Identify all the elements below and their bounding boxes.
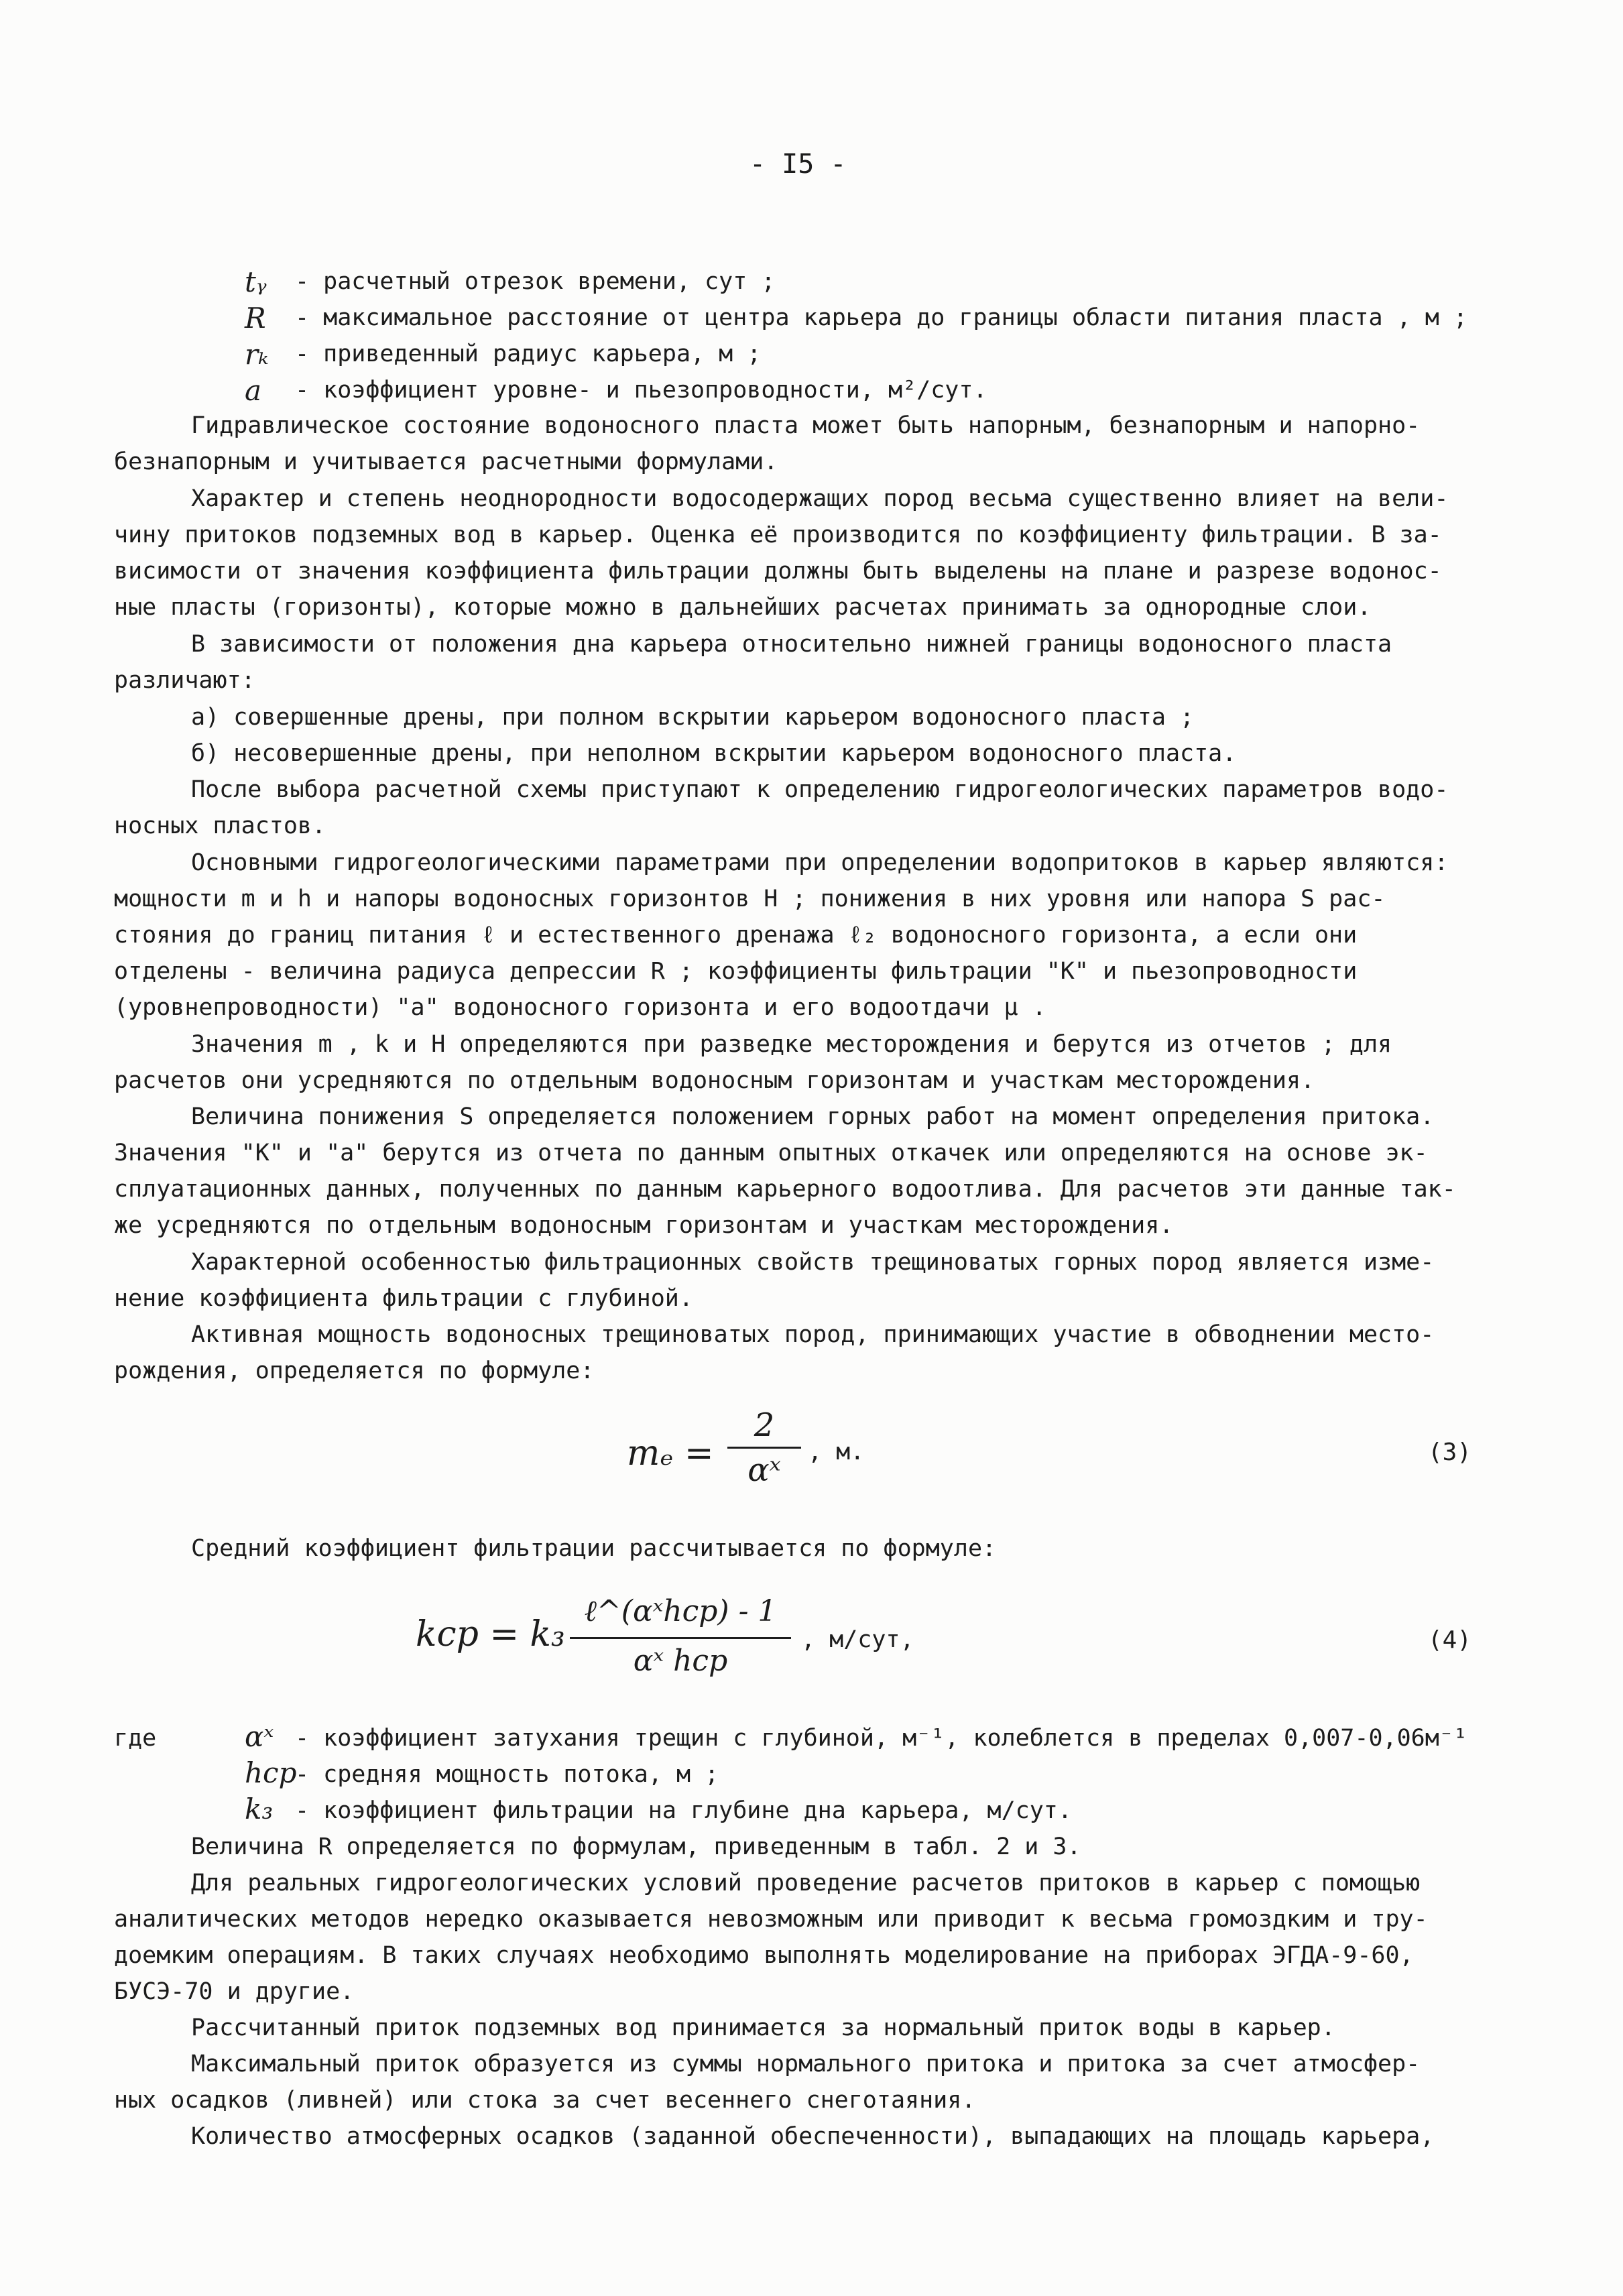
text-line: а) совершенные дрены, при полном вскрытии карьером водоносного пласта ;: [191, 704, 1195, 731]
text-line: доемким операциям. В таких случаях необходимо выполнять моделирование на приборах ЭГДА-9-60,: [114, 1942, 1414, 1969]
text-line: висимости от значения коэффициента фильтрации должны быть выделены на плане и разрезе водонос-: [114, 558, 1442, 585]
text-line: сплуатационных данных, полученных по данным карьерного водоотлива. Для расчетов эти данные так-: [114, 1176, 1456, 1203]
text-line: стояния до границ питания ℓ и естественного дренажа ℓ₂ водоносного горизонта, а если они: [114, 922, 1358, 949]
formula-4-unit: , м/сут,: [801, 1626, 914, 1653]
fraction-bar: [727, 1447, 801, 1449]
text-line: б) несовершенные дрены, при неполном вскрытии карьером водоносного пласта.: [191, 740, 1237, 767]
text-line: БУСЭ-70 и другие.: [114, 1978, 355, 2005]
text-line: Значения "К" и "а" берутся из отчета по данным опытных откачек или определяются на основе эк-: [114, 1140, 1428, 1166]
text-line: аналитических методов нередко оказывается невозможным или приводит к весьма громоздким и тру-: [114, 1906, 1428, 1933]
definition-text: - коэффициент затухания трещин с глубиной, м⁻¹, колеблется в пределах 0,007-0,06м⁻¹: [295, 1725, 1467, 1752]
definition-symbol: k₃: [245, 1793, 274, 1825]
text-line: расчетов они усредняются по отдельным водоносным горизонтам и участкам месторождения.: [114, 1067, 1315, 1094]
page-number: - I5 -: [749, 149, 847, 180]
definition-symbol: rₖ: [245, 338, 269, 371]
text-line: Рассчитанный приток подземных вод принимается за нормальный приток воды в карьер.: [191, 2014, 1335, 2041]
text-line: Характер и степень неоднородности водосодержащих пород весьма существенно влияет на вели-: [191, 485, 1449, 512]
text-line: мощности m и h и напоры водоносных горизонтов H ; понижения в них уровня или напора S рас-: [114, 886, 1386, 912]
formula-3-lhs: mₑ =: [627, 1433, 714, 1473]
definition-symbol: hср: [245, 1756, 297, 1789]
text-line: Для реальных гидрогеологических условий проведение расчетов притоков в карьер с помощью: [191, 1870, 1421, 1896]
text-line: В зависимости от положения дна карьера относительно нижней границы водоносного пласта: [191, 631, 1392, 658]
definition-text: - коэффициент уровне- и пьезопроводности, м²/сут.: [295, 377, 987, 404]
definition-text: - коэффициент фильтрации на глубине дна карьера, м/сут.: [295, 1797, 1072, 1824]
definition-symbol: αˣ: [245, 1720, 274, 1753]
definition-text: - приведенный радиус карьера, м ;: [295, 341, 762, 367]
text-line: Активная мощность водоносных трещиноватых пород, принимающих участие в обводнении место-: [191, 1321, 1435, 1348]
text-line: Количество атмосферных осадков (заданной обеспеченности), выпадающих на площадь карьера,: [191, 2123, 1435, 2150]
equation-number: (4): [1428, 1626, 1472, 1654]
formula-4-denominator: αˣ hср: [633, 1644, 728, 1678]
text-line: же усредняются по отдельным водоносным горизонтам и участкам месторождения.: [114, 1212, 1174, 1239]
text-line: После выбора расчетной схемы приступают к определению гидрогеологических параметров водо-: [191, 776, 1449, 803]
formula-4-lhs: kср = k₃: [416, 1614, 565, 1654]
text-line: ных осадков (ливней) или стока за счет весеннего снеготаяния.: [114, 2087, 976, 2114]
text-line: рождения, определяется по формуле:: [114, 1357, 595, 1384]
formula-3-unit: , м.: [808, 1439, 865, 1465]
definition-text: - максимальное расстояние от центра карьера до границы области питания пласта , м ;: [295, 304, 1467, 331]
where-label: где: [114, 1725, 157, 1752]
definition-symbol: tᵧ: [245, 265, 267, 298]
formula-3-numerator: 2: [754, 1406, 775, 1444]
text-line: Величина понижения S определяется положением горных работ на момент определения притока.: [191, 1103, 1435, 1130]
text-line: отделены - величина радиуса депрессии R ; коэффициенты фильтрации "К" и пьезопроводности: [114, 958, 1358, 985]
text-line: (уровнепроводности) "а" водоносного горизонта и его водоотдачи μ .: [114, 994, 1046, 1021]
formula-4-numerator: ℓ^(αˣhср) - 1: [584, 1594, 777, 1628]
text-line: Средний коэффициент фильтрации рассчитывается по формуле:: [191, 1535, 997, 1562]
definition-symbol: a: [245, 374, 262, 407]
text-line: Характерной особенностью фильтрационных свойств трещиноватых горных пород является изме-: [191, 1249, 1435, 1276]
formula-3-denominator: αˣ: [747, 1451, 781, 1489]
definition-symbol: R: [245, 302, 266, 335]
text-line: Гидравлическое состояние водоносного пласта может быть напорным, безнапорным и напорно-: [191, 412, 1421, 439]
text-line: Максимальный приток образуется из суммы нормального притока и притока за счет атмосфер-: [191, 2051, 1421, 2077]
text-line: Основными гидрогеологическими параметрами при определении водопритоков в карьер являются:: [191, 849, 1449, 876]
definition-text: - расчетный отрезок времени, сут ;: [295, 268, 776, 295]
text-line: нение коэффициента фильтрации с глубиной.: [114, 1285, 693, 1312]
fraction-bar: [570, 1637, 791, 1639]
definition-text: - средняя мощность потока, м ;: [295, 1761, 719, 1788]
text-line: Значения m , k и H определяются при разведке месторождения и берутся из отчетов ; для: [191, 1031, 1392, 1058]
equation-number: (3): [1428, 1439, 1472, 1466]
text-line: носных пластов.: [114, 812, 326, 839]
text-line: безнапорным и учитывается расчетными формулами.: [114, 448, 778, 475]
text-line: Величина R определяется по формулам, приведенным в табл. 2 и 3.: [191, 1833, 1081, 1860]
text-line: чину притоков подземных вод в карьер. Оценка её производится по коэффициенту фильтрации. В за-: [114, 522, 1442, 548]
text-line: ные пласты (горизонты), которые можно в дальнейших расчетах принимать за однородные слои.: [114, 594, 1372, 621]
text-line: различают:: [114, 667, 255, 694]
